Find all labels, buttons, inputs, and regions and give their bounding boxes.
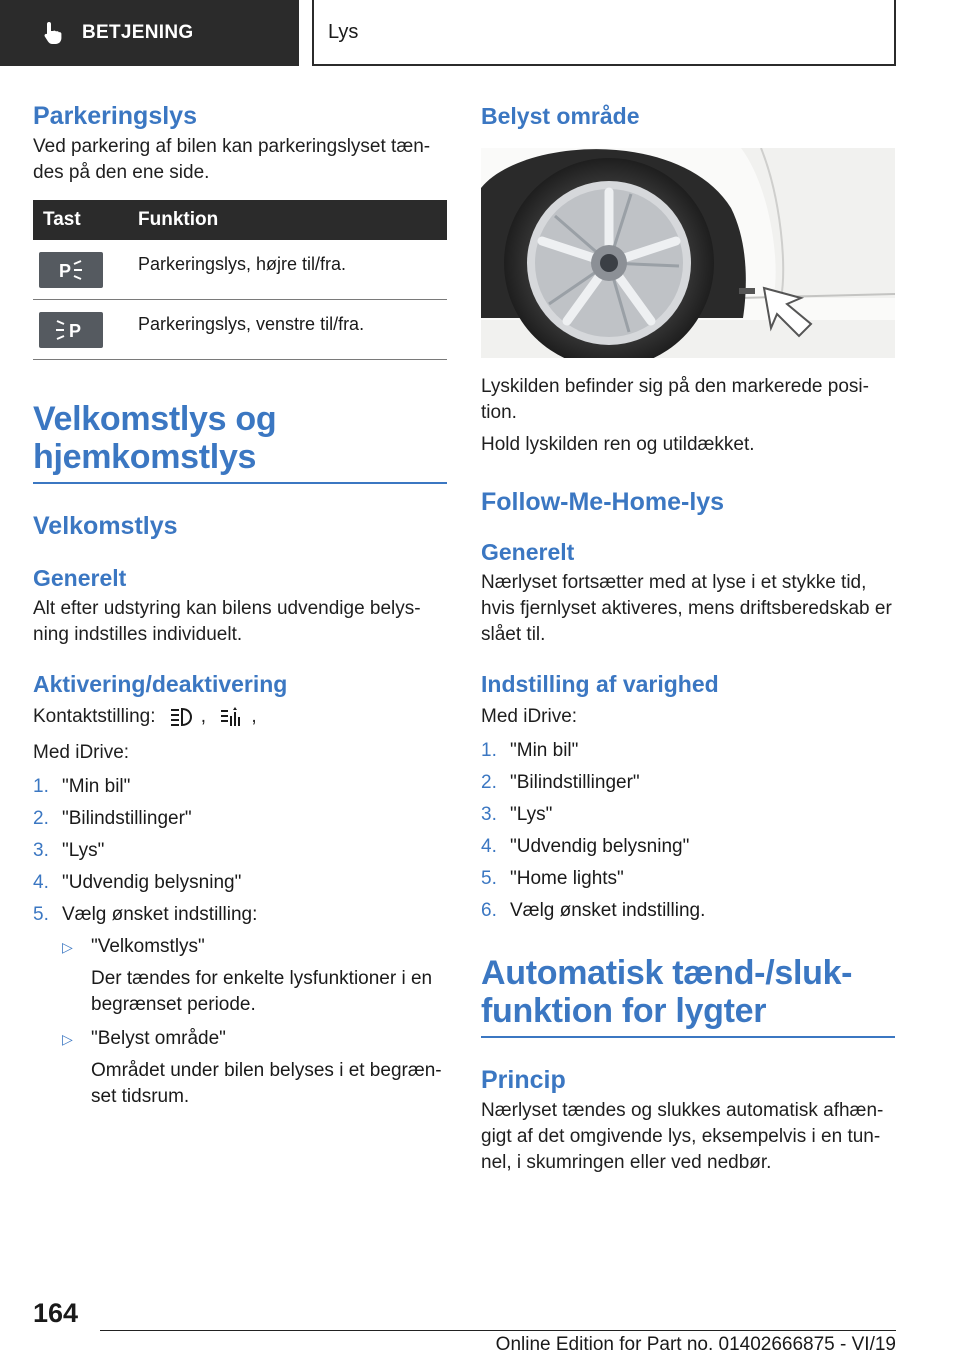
svg-text:P: P xyxy=(59,261,72,281)
section-label: BETJENING xyxy=(82,22,194,43)
page-number: 164 xyxy=(33,1298,79,1328)
right-column xyxy=(481,100,895,1176)
list-item: 5. "Home lights" xyxy=(481,868,624,889)
parking-key-table xyxy=(33,200,447,360)
lit-area-text-2: Hold lyskilden ren og utildækket. xyxy=(481,434,755,455)
ignition-on-icon xyxy=(219,706,243,728)
list-item: 2. "Bilindstillinger" xyxy=(481,772,640,793)
list-item: 1. "Min bil" xyxy=(481,740,579,761)
list-item: 6. Vælg ønsket indstilling. xyxy=(481,900,706,921)
contact-separator: , xyxy=(200,706,207,727)
auto-title-line1: Automatisk tænd-/sluk- xyxy=(481,954,853,992)
chapter-tab xyxy=(312,0,896,66)
footer-divider xyxy=(100,1330,896,1331)
lit-area-text-1: Lyskilden befinder sig på den markerede posi-tion. xyxy=(481,376,869,423)
wheel-illustration xyxy=(481,148,895,358)
welcome-section-heading xyxy=(33,400,447,484)
table-header-function: Funktion xyxy=(138,209,219,230)
follow-me-home-text: Nærlyset fortsætter med at lyse i et stykke tid, hvis fjernlyset aktiveres, mens driftsberedskab er slået til. xyxy=(481,572,892,645)
triangle-bullet-icon: ▷ xyxy=(62,1031,73,1047)
footer-edition: Online Edition for Part no. 01402666875 - VI/19 xyxy=(495,1334,896,1355)
lit-area-heading: Belyst område xyxy=(481,103,640,129)
generelt-text: Alt efter udstyring kan bilens udvendige belys-ning indstilles individuelt. xyxy=(33,598,421,645)
triangle-bullet-icon: ▷ xyxy=(62,939,73,955)
contact-label: Kontaktstilling: xyxy=(33,706,156,727)
list-item: 4. "Udvendig belysning" xyxy=(33,872,242,893)
welcome-steps-list xyxy=(33,774,447,1110)
list-item: ▷ "Velkomstlys" Der tændes for enkelte lysfunktioner i en begrænset periode. xyxy=(62,936,433,1015)
list-item: ▷ "Belyst område" Området under bilen belyses i et begræn-set tidsrum. xyxy=(62,1028,442,1107)
velkomstlys-heading: Velkomstlys xyxy=(33,512,178,540)
left-column xyxy=(33,100,447,1118)
radio-ready-icon xyxy=(169,706,193,728)
section-tab xyxy=(0,0,299,66)
idrive-label: Med iDrive: xyxy=(481,706,578,727)
welcome-title-line2: hjemkomstlys xyxy=(33,438,257,476)
principle-heading: Princip xyxy=(481,1066,566,1094)
car-wheel-photo xyxy=(481,148,895,358)
parking-title: Parkeringslys xyxy=(33,102,197,130)
auto-light-section-heading xyxy=(481,954,895,1038)
list-item: 5. Vælg ønsket indstilling: ▷ "Velkomstlys" Der tændes for enkelte lysfunktioner i en begrænset periode. ▷ "Belyst område" Området under bilen belyses i et begræn-set tidsrum. xyxy=(33,902,447,1110)
principle-text: Nærlyset tændes og slukkes automatisk afhæn-gigt af det omgivende lys, eksempelvis i en tun-nel, i skumringen eller ved nedbør. xyxy=(481,1100,884,1173)
table-row xyxy=(33,240,447,300)
table-row xyxy=(33,300,447,360)
generelt-heading: Generelt xyxy=(481,539,575,565)
duration-heading: Indstilling af varighed xyxy=(481,671,719,697)
list-item: 4. "Udvendig belysning" xyxy=(481,836,690,857)
parking-light-right-icon xyxy=(39,252,103,288)
chapter-label: Lys xyxy=(328,20,359,43)
table-cell-function: Parkeringslys, venstre til/fra. xyxy=(138,314,365,334)
follow-me-home-heading: Follow-Me-Home-lys xyxy=(481,488,725,516)
table-header xyxy=(33,200,447,240)
contact-separator: , xyxy=(251,706,257,727)
list-item: 2. "Bilindstillinger" xyxy=(33,808,192,829)
auto-title-line2: funktion for lygter xyxy=(481,992,767,1030)
list-item: 3. "Lys" xyxy=(33,840,105,861)
contact-position-line xyxy=(33,704,447,730)
welcome-options-list xyxy=(62,934,447,1110)
generelt-heading: Generelt xyxy=(33,565,127,591)
list-item: 1. "Min bil" xyxy=(33,776,131,797)
parking-light-left-icon xyxy=(39,312,103,348)
parking-intro: Ved parkering af bilen kan parkeringslyset tæn-des på den ene side. xyxy=(33,136,431,183)
idrive-label: Med iDrive: xyxy=(33,742,130,763)
list-item: 3. "Lys" xyxy=(481,804,553,825)
activation-heading: Aktivering/deaktivering xyxy=(33,671,288,697)
pointing-hand-icon xyxy=(40,20,66,46)
svg-text:P: P xyxy=(69,321,82,341)
duration-steps-list xyxy=(481,738,895,924)
table-header-key: Tast xyxy=(43,209,81,230)
welcome-title-line1: Velkomstlys og xyxy=(33,400,277,438)
page-header xyxy=(0,0,960,66)
table-cell-function: Parkeringslys, højre til/fra. xyxy=(138,254,347,274)
